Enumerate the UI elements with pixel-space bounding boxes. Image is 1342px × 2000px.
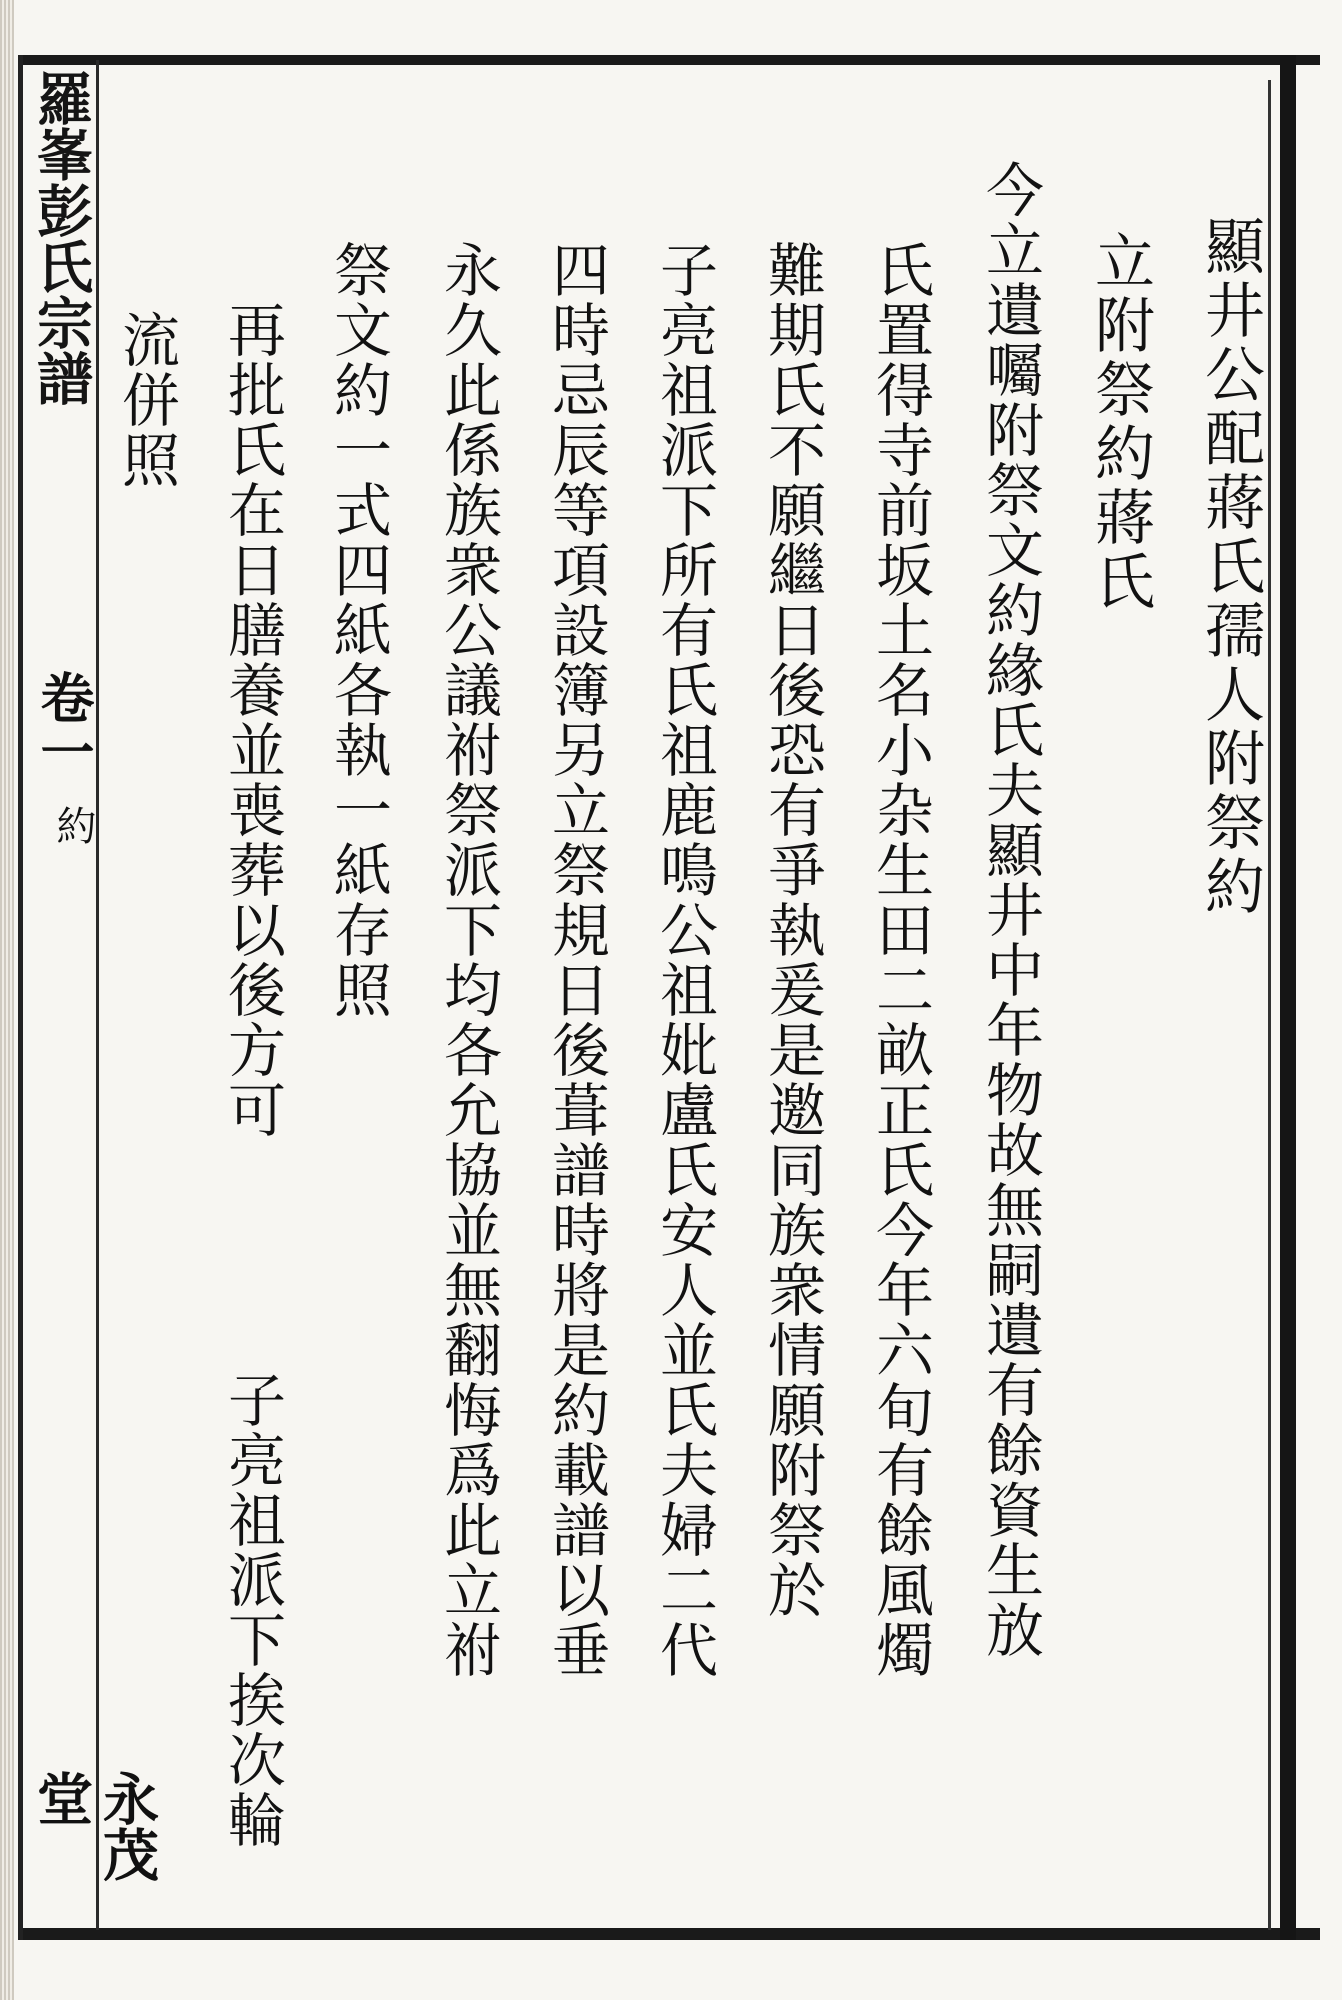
text-column-4: 氏置得寺前坂土名小杂生田二畝正氏今年六旬有餘風燭	[866, 240, 934, 1680]
volume-label: 卷一	[32, 670, 96, 778]
text-column-10: 再批氏在日膳養並喪葬以後方可	[218, 300, 286, 1140]
frame-bottom-border	[20, 1928, 1320, 1940]
book-title: 羅峯彭氏宗譜	[28, 70, 94, 406]
text-column-6: 子亮祖派下所有氏祖鹿鳴公祖妣盧氏安人並氏夫婦二代	[650, 240, 718, 1680]
text-column-7: 四時忌辰等項設簿另立祭規日後葺譜時將是約載譜以垂	[542, 240, 610, 1680]
text-column-2: 立附祭約蔣氏	[1085, 230, 1155, 614]
page-edge	[0, 0, 14, 2000]
margin-rule	[96, 60, 99, 1930]
text-column-5: 難期氏不願繼日後恐有爭執爰是邀同族衆情願附祭於	[758, 240, 826, 1620]
frame-top-border	[20, 55, 1320, 65]
signature-column: 子亮祖派下挨次輪	[218, 1370, 286, 1850]
text-column-3: 今立遺囑附祭文約緣氏夫顯井中年物故無嗣遺有餘資生放	[976, 160, 1044, 1660]
text-column-11: 流併照	[112, 310, 180, 490]
frame-right-border	[1280, 55, 1296, 1940]
section-label: 約	[50, 805, 96, 845]
hall-name: 永茂堂	[28, 1770, 160, 1882]
text-column-9: 祭文約一式四紙各執一紙存照	[324, 240, 392, 1020]
text-column-8: 永久此係族衆公議祔祭派下均各允協並無翻悔爲此立祔	[434, 240, 502, 1680]
frame-left-border	[18, 55, 23, 1940]
text-column-1: 顯井公配蔣氏孺人附祭約	[1195, 215, 1265, 919]
